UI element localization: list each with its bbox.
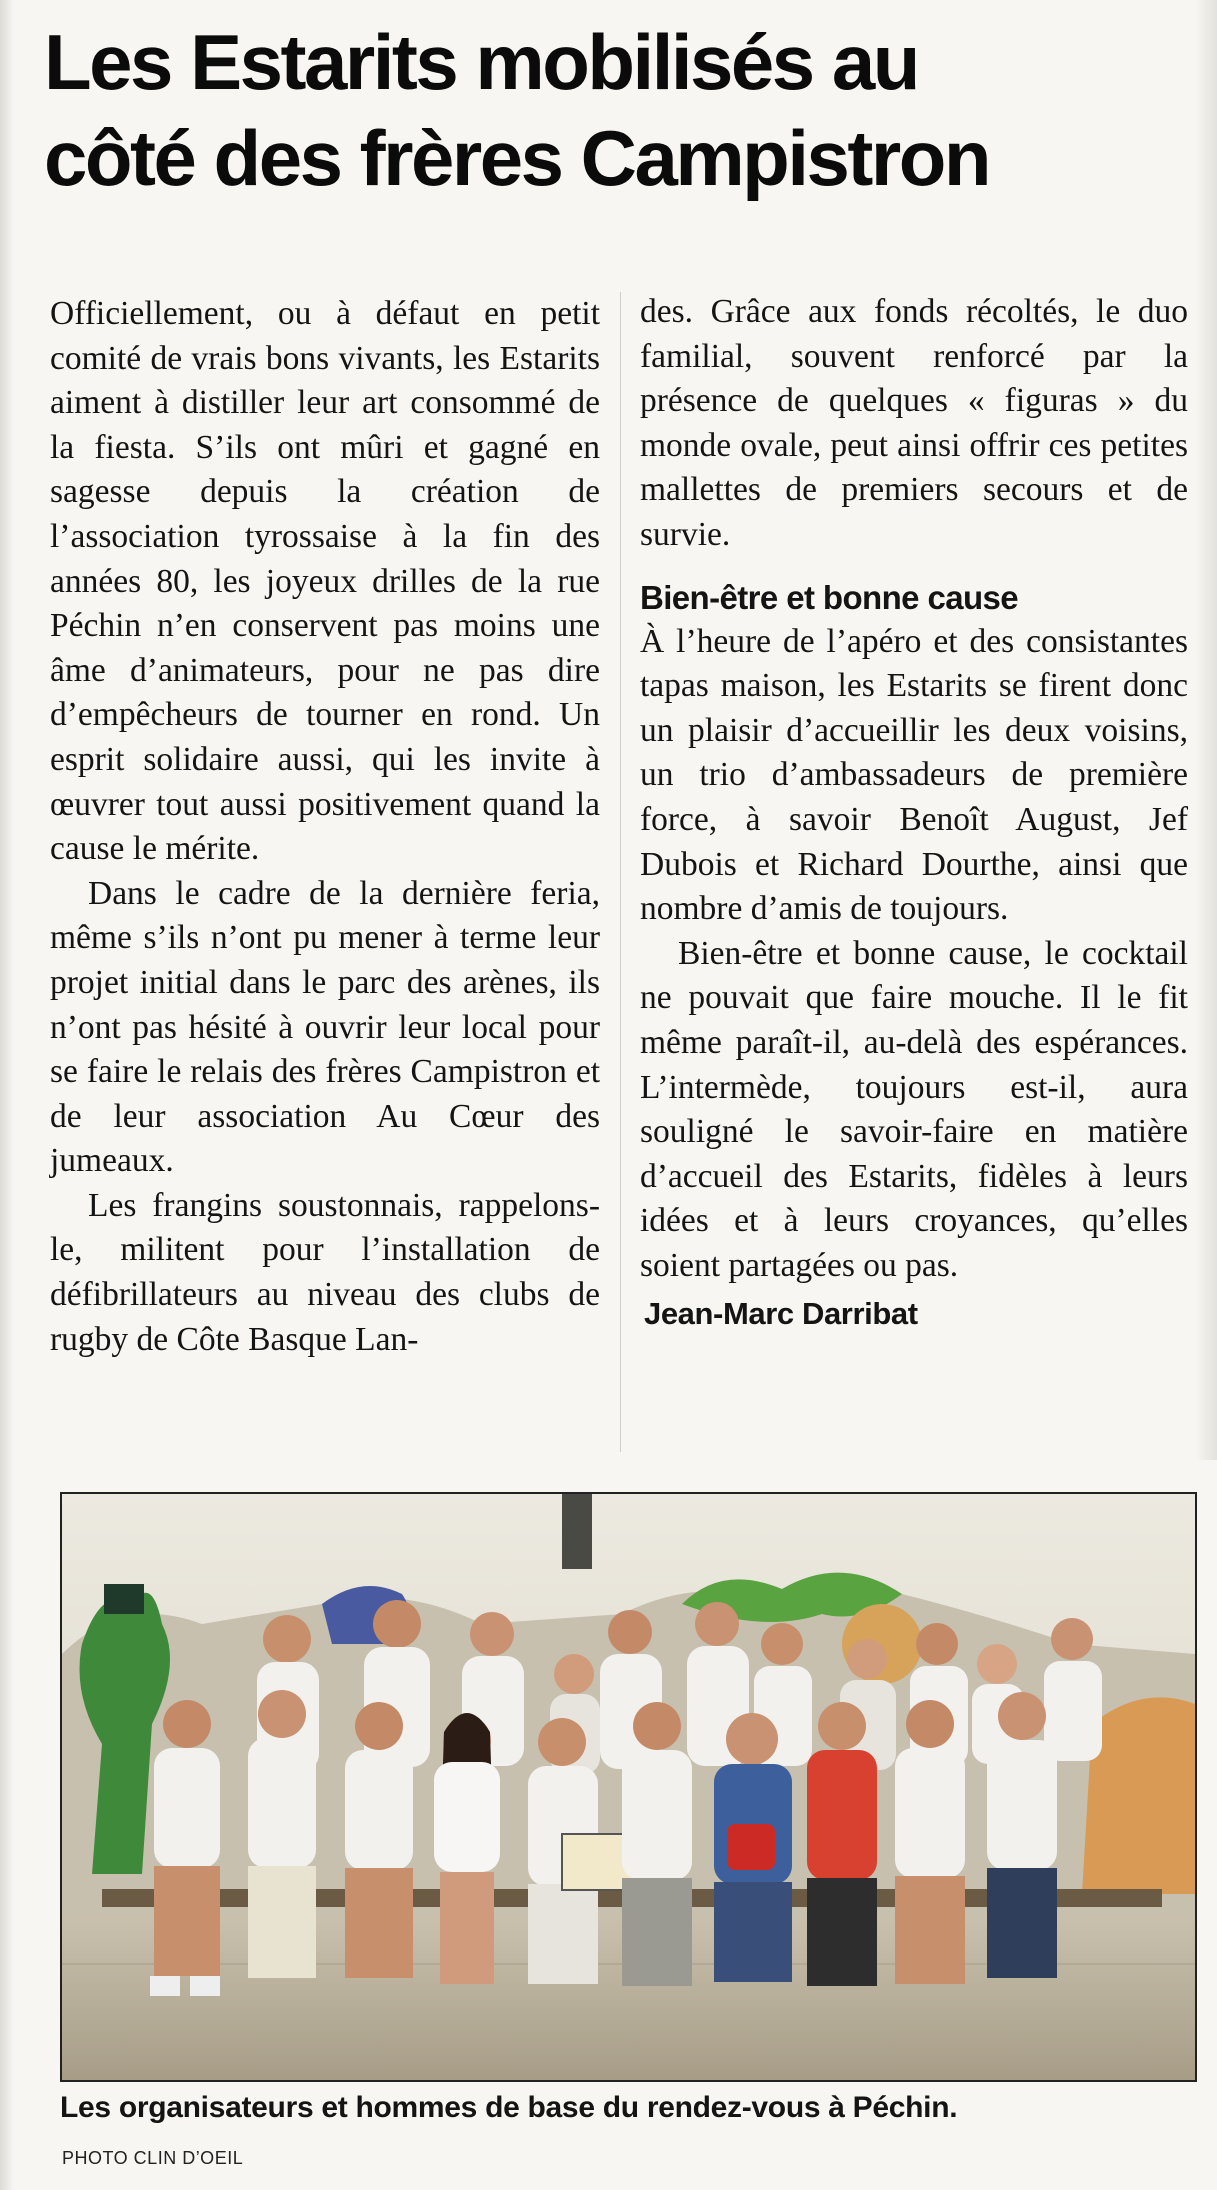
section-subhead: Bien-être et bonne cause — [640, 578, 1019, 616]
left-column — [50, 292, 600, 1362]
paragraph-feria: Dans le cadre de la dernière feria, même s’ils n’ont pu mener à terme leur projet initial dans le parc des arènes, ils n’ont pas hésité à ouvrir leur local pour se faire le relais des frères Campistron et de leur association Au Cœur des jumeaux. — [50, 874, 600, 1180]
adjacent-page-edge — [0, 0, 14, 2190]
paragraph-frangins: Les frangins soustonnais, rappelons-le, militent pour l’installation de défibrillateurs au niveau des clubs de rugby de Côte Basque Lan- — [50, 1186, 600, 1358]
group-photo — [60, 1492, 1197, 2082]
article-headline — [44, 14, 1194, 206]
photo-caption: Les organisateurs et hommes de base du rendez-vous à Péchin. — [60, 2091, 958, 2124]
ceiling-pillar — [562, 1494, 592, 1569]
mural-top-hat — [104, 1584, 144, 1614]
paragraph-intro: Officiellement, ou à défaut en petit comité de vrais bons vivants, les Estarits aiment à distiller leur art consommé de la fiesta. S’ils ont mûri et gagné en sagesse depuis la création de l’association tyrossaise à la fin des années 80, les joyeux drilles de la rue Péchin n’en conservent pas moins une âme d’animateurs, pour ne pas dire d’empêcheurs de tourner en rond. Un esprit solidaire aussi, qui les invite à œuvrer tout aussi positivement quand la cause le mérite. — [50, 295, 600, 868]
group-photo-illustration — [62, 1494, 1195, 2080]
right-column — [640, 290, 1188, 1336]
photo-credit: PHOTO CLIN D’OEIL — [62, 2148, 244, 2168]
headline-line-2: côté des frères Campistron — [44, 114, 990, 202]
paragraph-apero: À l’heure de l’apéro et des consistantes tapas maison, les Estarits se firent donc un plaisir d’accueillir les deux voisins, un trio d’ambassadeurs de première force, à savoir Benoît August, Jef Dubois et Richard Dourthe, ainsi que nombre d’amis de toujours. — [640, 622, 1188, 928]
column-divider — [620, 292, 621, 1452]
adjacent-column-edge — [1195, 0, 1217, 1460]
headline-line-1: Les Estarits mobilisés au — [44, 18, 918, 106]
author-byline: Jean-Marc Darribat — [644, 1296, 918, 1332]
paragraph-fonds: des. Grâce aux fonds récoltés, le duo familial, souvent renforcé par la présence de quelques « figuras » du monde ovale, peut ainsi offrir ces petites mallettes de premiers secours et de survie. — [640, 293, 1188, 553]
paragraph-cocktail: Bien-être et bonne cause, le cocktail ne pouvait que faire mouche. Il le fit même paraît-il, au-delà des espérances. L’intermède, toujours est-il, aura souligné le savoir-faire en matière d’accueil des Estarits, fidèles à leurs idées et à leurs croyances, qu’elles soient partagées ou pas. — [640, 934, 1188, 1284]
red-first-aid-bag — [727, 1824, 775, 1870]
